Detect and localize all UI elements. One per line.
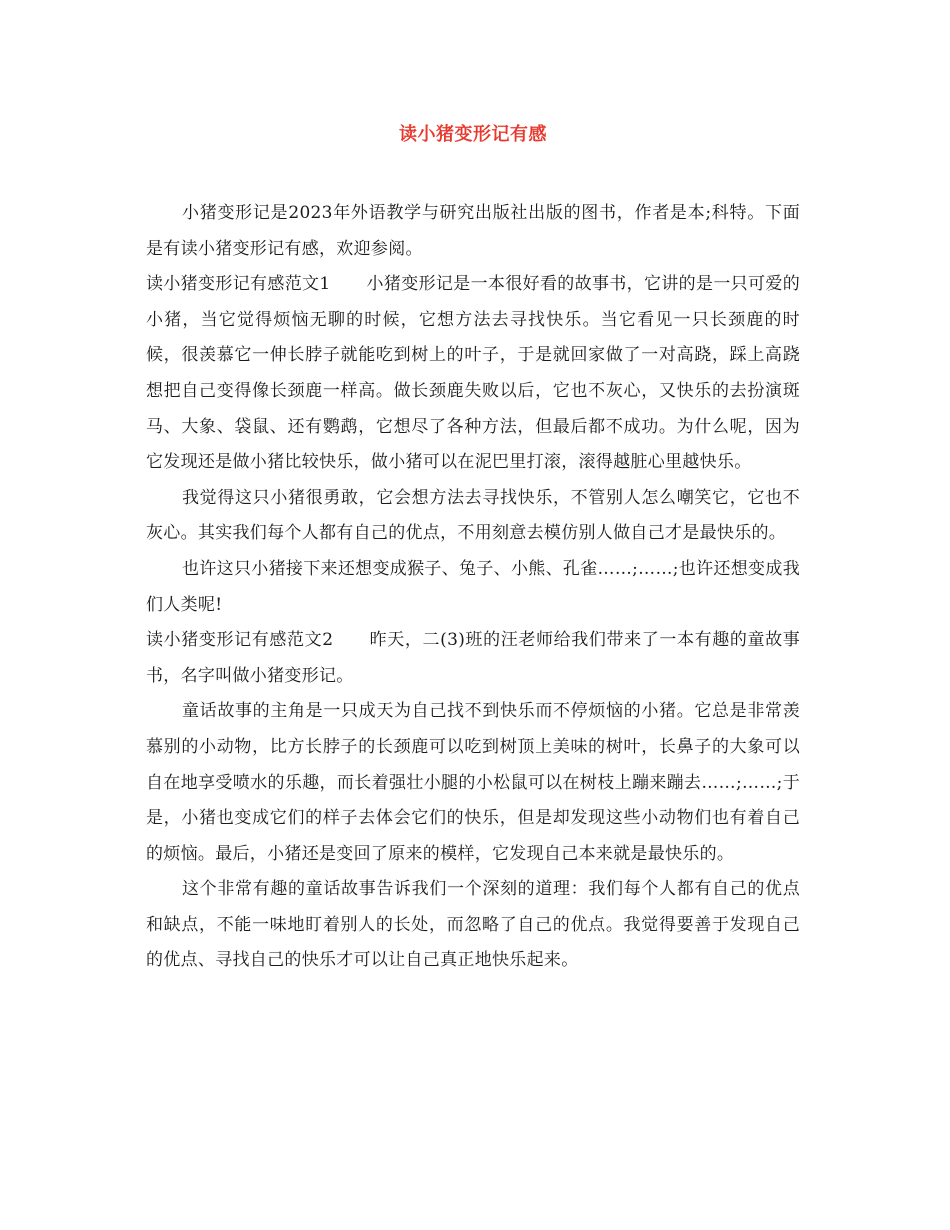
section-1-label: 读小猪变形记有感范文1 [146, 274, 331, 295]
section-1-lead-text: 小猪变形记是一本很好看的故事书，它讲的是一只可爱的小猪，当它觉得烦恼无聊的时候，它想方法去寻找快乐。当它看见一只长颈鹿的时候，很羡慕它一伸长脖子就能吃到树上的叶子，于是就回家做了一对高跷，踩上高跷想把自己变得像长颈鹿一样高。做长颈鹿失败以后，它也不灰心，又快乐的去扮演斑马、大象、袋鼠、还有鹦鹉，它想尽了各种方法，但最后都不成功。为什么呢，因为它发现还是做小猪比较快乐，做小猪可以在泥巴里打滚，滚得越脏心里越快乐。 [146, 274, 800, 473]
document-title: 读小猪变形记有感 [399, 124, 547, 145]
section-1-lead [146, 267, 800, 481]
intro-paragraph: 小猪变形记是2023年外语教学与研究出版社出版的图书，作者是本;科特。下面是有读小猪变形记有感，欢迎参阅。 [146, 203, 800, 259]
section-2-paragraph-1: 童话故事的主角是一只成天为自己找不到快乐而不停烦恼的小猪。它总是非常羡慕别的小动物，比方长脖子的长颈鹿可以吃到树顶上美味的树叶，长鼻子的大象可以自在地享受喷水的乐趣，而长着强壮小腿的小松鼠可以在树枝上蹦来蹦去……;……;于是，小猪也变成它们的样子去体会它们的快乐，但是却发现这些小动物们也有着自己的烦恼。最后，小猪还是变回了原来的模样，它发现自己本来就是最快乐的。 [146, 701, 800, 864]
section-1-paragraph-1: 我觉得这只小猪很勇敢，它会想方法去寻找快乐，不管别人怎么嘲笑它，它也不灰心。其实我们每个人都有自己的优点，不用刻意去模仿别人做自己才是最快乐的。 [146, 487, 800, 544]
section-2-paragraph-2: 这个非常有趣的童话故事告诉我们一个深刻的道理：我们每个人都有自己的优点和缺点，不能一味地盯着别人的长处，而忽略了自己的优点。我觉得要善于发现自己的优点、寻找自己的快乐才可以让自己真正地快乐起来。 [146, 879, 800, 971]
section-2-label: 读小猪变形记有感范文2 [146, 630, 334, 651]
section-2-lead [146, 623, 800, 694]
section-2-lead-text: 昨天，二(3)班的汪老师给我们带来了一本有趣的童故事书，名字叫做小猪变形记。 [146, 630, 800, 686]
section-1-paragraph-2: 也许这只小猪接下来还想变成猴子、兔子、小熊、孔雀……;……;也许还想变成我们人类呢! [146, 558, 800, 615]
